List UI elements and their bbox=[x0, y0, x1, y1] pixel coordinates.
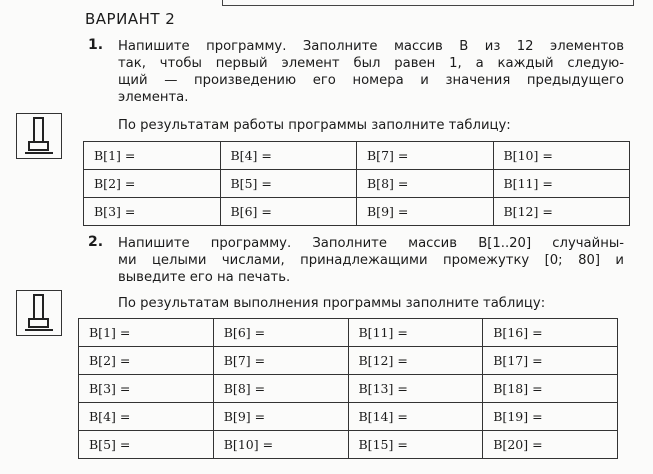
task-1-instruction: По результатам работы программы заполните таблицу: bbox=[118, 118, 511, 133]
table-cell: B[2] = bbox=[79, 347, 214, 375]
computer-task-icon bbox=[16, 113, 62, 159]
table-cell: B[9] = bbox=[213, 403, 348, 431]
task-1-line: щий — произведению его номера и значения предыдущего bbox=[118, 73, 624, 88]
table-cell: B[15] = bbox=[348, 431, 483, 459]
task-2-table-body bbox=[79, 319, 618, 459]
table-cell: B[1] = bbox=[79, 319, 214, 347]
table-cell: B[13] = bbox=[348, 375, 483, 403]
task-1-table bbox=[83, 141, 630, 226]
table-cell: B[14] = bbox=[348, 403, 483, 431]
table-cell: B[10] = bbox=[493, 142, 630, 170]
task-2-table bbox=[78, 318, 618, 459]
table-cell: B[12] = bbox=[493, 198, 630, 226]
table-cell: B[17] = bbox=[483, 347, 618, 375]
table-cell: B[4] = bbox=[79, 403, 214, 431]
task-1-line: так, чтобы первый элемент был равен 1, а каждый следую- bbox=[118, 56, 624, 71]
table-cell: B[5] = bbox=[79, 431, 214, 459]
table-row bbox=[79, 319, 618, 347]
table-row bbox=[79, 431, 618, 459]
task-1-text bbox=[118, 38, 624, 106]
table-cell: B[7] = bbox=[357, 142, 494, 170]
task-1-line: Напишите программу. Заполните массив B из 12 элементов bbox=[118, 39, 624, 54]
task-2-line: Напишите программу. Заполните массив B[1..20] случайны- bbox=[118, 236, 624, 251]
table-row bbox=[84, 170, 630, 198]
table-cell: B[6] = bbox=[220, 198, 357, 226]
table-cell: B[19] = bbox=[483, 403, 618, 431]
table-cell: B[20] = bbox=[483, 431, 618, 459]
table-cell: B[16] = bbox=[483, 319, 618, 347]
task-2-text bbox=[118, 235, 624, 286]
computer-task-icon bbox=[16, 290, 62, 336]
task-2-number: 2. bbox=[88, 234, 104, 250]
task-2-line: ми целыми числами, принадлежащими промежутку [0; 80] и bbox=[118, 253, 624, 268]
variant-heading: ВАРИАНТ 2 bbox=[85, 10, 176, 28]
table-row bbox=[84, 198, 630, 226]
table-cell: B[12] = bbox=[348, 347, 483, 375]
task-2-line: выведите его на печать. bbox=[118, 270, 291, 285]
table-cell: B[1] = bbox=[84, 142, 221, 170]
table-cell: B[4] = bbox=[220, 142, 357, 170]
table-cell: B[7] = bbox=[213, 347, 348, 375]
table-row bbox=[79, 403, 618, 431]
table-row bbox=[84, 142, 630, 170]
table-cell: B[6] = bbox=[213, 319, 348, 347]
task-2-instruction: По результатам выполнения программы заполните таблицу: bbox=[118, 296, 546, 311]
table-cell: B[3] = bbox=[79, 375, 214, 403]
table-cell: B[5] = bbox=[220, 170, 357, 198]
task-1-line: элемента. bbox=[118, 90, 189, 105]
table-cell: B[18] = bbox=[483, 375, 618, 403]
table-cell: B[9] = bbox=[357, 198, 494, 226]
task-1-number: 1. bbox=[88, 37, 104, 53]
table-cell: B[2] = bbox=[84, 170, 221, 198]
table-cell: B[11] = bbox=[493, 170, 630, 198]
task-1-table-body bbox=[84, 142, 630, 226]
table-row bbox=[79, 375, 618, 403]
table-cell: B[10] = bbox=[213, 431, 348, 459]
table-cell: B[3] = bbox=[84, 198, 221, 226]
table-cell: B[8] = bbox=[213, 375, 348, 403]
table-cell: B[11] = bbox=[348, 319, 483, 347]
table-cell: B[8] = bbox=[357, 170, 494, 198]
table-row bbox=[79, 347, 618, 375]
top-frame bbox=[222, 0, 634, 6]
